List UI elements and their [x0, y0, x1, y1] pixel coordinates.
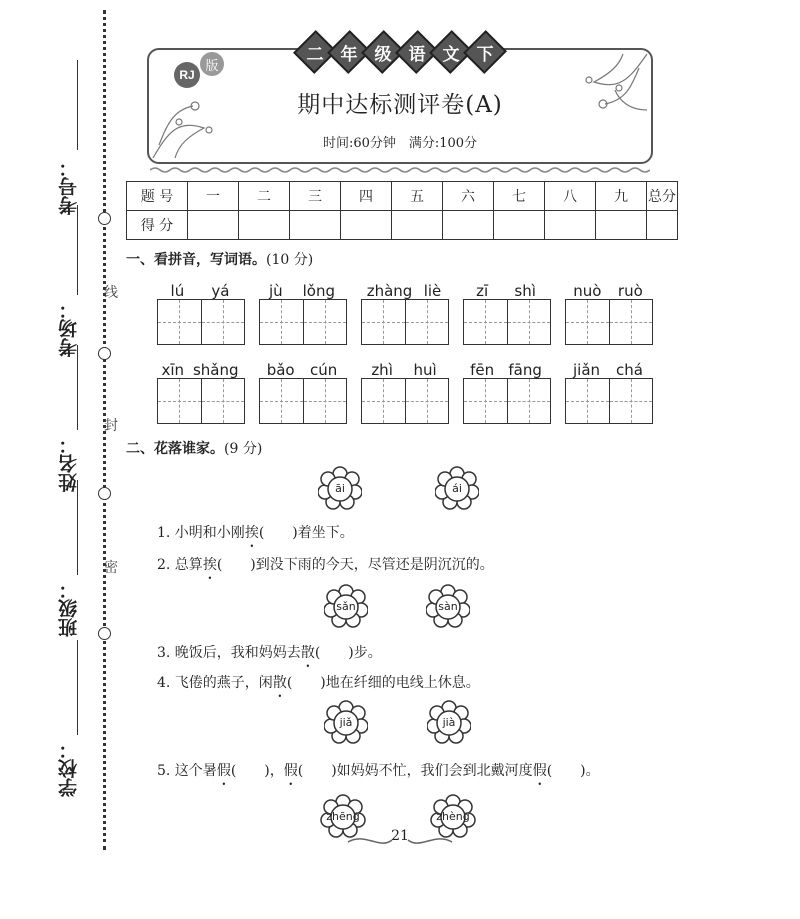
pinyin-pair: xīn shǎng — [161, 361, 239, 379]
question-2: 2. 总算挨( )到没下雨的今天，尽管还是阴沉沉的。 — [157, 557, 494, 573]
writing-grid[interactable] — [463, 299, 551, 345]
banner-tile: 下 — [463, 30, 507, 74]
banner-tile: 语 — [395, 30, 439, 74]
writing-grid[interactable] — [259, 299, 347, 345]
writing-grid[interactable] — [361, 299, 449, 345]
score-table — [126, 181, 678, 240]
pinyin-pair: zhì huì — [371, 361, 437, 379]
pinyin-pair: bǎo cún — [266, 361, 338, 379]
flower-pinyin: zhēng — [316, 794, 370, 838]
section-1-title: 一、看拼音，写词语。 — [126, 252, 266, 268]
fill-line-name[interactable] — [77, 345, 78, 430]
section-1-points: (10 分) — [266, 252, 314, 268]
edition-badge-rj: RJ — [174, 62, 200, 88]
question-4: 4. 飞倦的燕子，闲散( )地在纤细的电线上休息。 — [157, 675, 480, 691]
flower-pinyin: jiǎ — [324, 700, 368, 744]
score-cell[interactable] — [239, 211, 290, 240]
page-title: 期中达标测评卷(A) — [297, 92, 503, 118]
score-cell[interactable] — [341, 211, 392, 240]
score-value-row — [127, 211, 678, 240]
wavy-divider — [150, 166, 650, 174]
writing-grid[interactable] — [361, 378, 449, 424]
score-cell[interactable] — [392, 211, 443, 240]
pinyin-pair: fēn fāng — [470, 361, 542, 379]
flower-pinyin: āi — [318, 466, 362, 510]
exam-info: 时间:60分钟 满分:100分 — [322, 136, 478, 151]
label-class: 班级： — [58, 580, 80, 637]
banner-tile: 级 — [361, 30, 405, 74]
binding-hole — [98, 212, 111, 225]
flower-pinyin: jià — [427, 700, 471, 744]
table-cell: 七 — [494, 182, 545, 211]
label-name: 姓名： — [58, 435, 80, 492]
pinyin-pair: zī shì — [476, 282, 536, 300]
table-cell: 四 — [341, 182, 392, 211]
table-cell: 八 — [545, 182, 596, 211]
writing-grid[interactable] — [565, 299, 653, 345]
question-3: 3. 晚饭后，我和妈妈去散( )步。 — [157, 645, 382, 661]
banner-tile: 年 — [327, 30, 371, 74]
label-exam-room: 考场： — [58, 300, 80, 357]
edition-badge-ban: 版 — [200, 52, 224, 76]
table-cell: 二 — [239, 182, 290, 211]
section-2-heading — [126, 438, 262, 458]
flower-pinyin: sàn — [426, 584, 470, 628]
score-cell[interactable] — [443, 211, 494, 240]
section-2-title: 二、花落谁家。 — [126, 441, 224, 457]
flower-pinyin: sǎn — [324, 584, 368, 628]
pinyin-pair: nuò ruò — [573, 282, 643, 300]
pinyin-pair: jù lǒng — [268, 282, 336, 300]
question-5: 5. 这个暑假( )，假( )如妈妈不忙，我们会到北戴河度假( )。 — [157, 763, 600, 779]
grade-banner — [300, 36, 500, 64]
label-exam-number: 考号： — [58, 158, 80, 215]
section-1-heading — [126, 249, 313, 269]
table-cell: 五 — [392, 182, 443, 211]
binding-hole — [98, 487, 111, 500]
table-cell: 题 号 — [127, 182, 188, 211]
score-cell[interactable] — [545, 211, 596, 240]
writing-grid[interactable] — [259, 378, 347, 424]
fill-line-exam-number[interactable] — [77, 60, 78, 150]
score-cell[interactable] — [596, 211, 647, 240]
flower-pinyin: ái — [435, 466, 479, 510]
banner-tile: 二 — [293, 30, 337, 74]
score-cell[interactable] — [290, 211, 341, 240]
table-cell: 九 — [596, 182, 647, 211]
writing-grid[interactable] — [463, 378, 551, 424]
label-school: 学校： — [58, 740, 80, 797]
binding-char-feng: 封 — [104, 418, 118, 434]
pinyin-pair: lú yá — [170, 282, 230, 300]
score-cell[interactable] — [494, 211, 545, 240]
pinyin-pair: jiǎn chá — [573, 361, 643, 379]
question-1: 1. 小明和小刚挨( )着坐下。 — [157, 525, 354, 541]
table-cell: 得 分 — [127, 211, 188, 240]
table-cell: 总分 — [647, 182, 678, 211]
binding-char-xian: 线 — [104, 285, 118, 301]
table-cell: 一 — [188, 182, 239, 211]
binding-hole — [98, 347, 111, 360]
binding-char-mi: 密 — [104, 560, 118, 576]
table-cell: 三 — [290, 182, 341, 211]
writing-grid[interactable] — [565, 378, 653, 424]
score-cell[interactable] — [647, 211, 678, 240]
flower-pinyin: zhèng — [426, 794, 480, 838]
section-2-points: (9 分) — [224, 441, 263, 457]
fill-line-exam-room[interactable] — [77, 205, 78, 295]
score-cell[interactable] — [188, 211, 239, 240]
score-header-row — [127, 182, 678, 211]
fill-line-school[interactable] — [77, 640, 78, 735]
banner-tile: 文 — [429, 30, 473, 74]
binding-hole — [98, 627, 111, 640]
pinyin-pair: zhàng liè — [366, 282, 442, 300]
fill-line-class[interactable] — [77, 480, 78, 575]
writing-grid[interactable] — [157, 299, 245, 345]
table-cell: 六 — [443, 182, 494, 211]
page-number: 21 — [340, 828, 460, 852]
writing-grid[interactable] — [157, 378, 245, 424]
